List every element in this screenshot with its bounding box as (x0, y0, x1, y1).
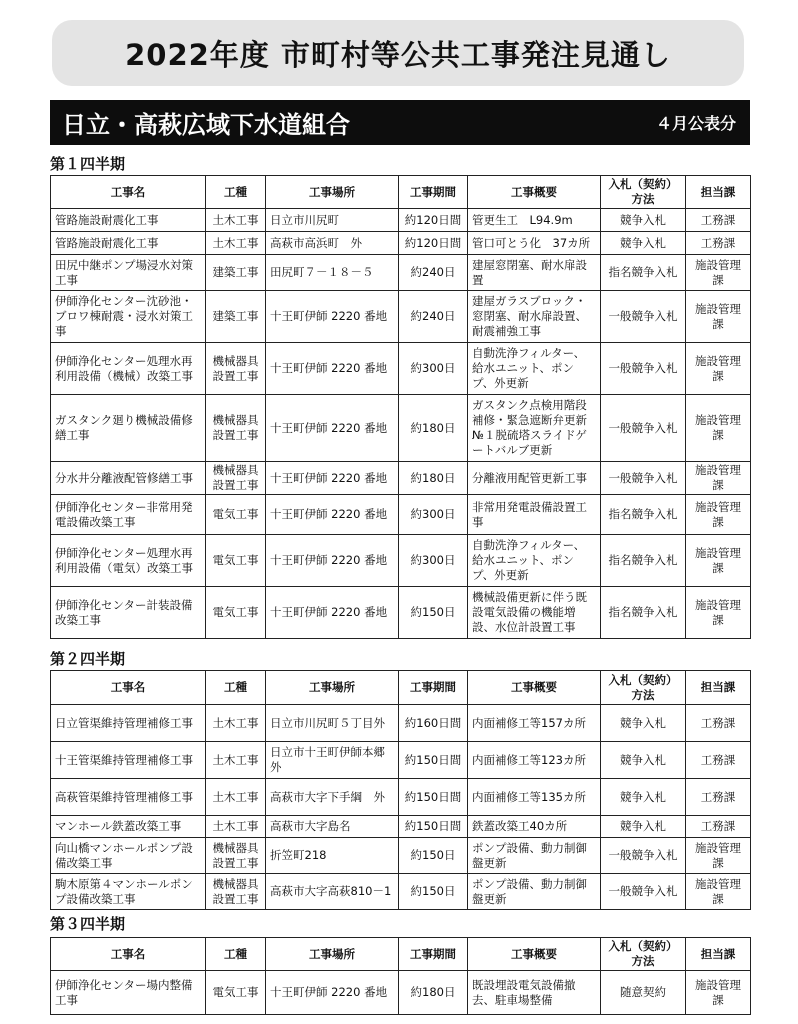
location-cell: 十王町伊師 2220 番地 (266, 587, 399, 639)
work-name-cell: ガスタンク廻り機械設備修繕工事 (51, 395, 206, 462)
department-cell: 施設管理課 (686, 255, 751, 291)
table-row (51, 779, 751, 816)
bid-method-cell: 一般競争入札 (601, 343, 686, 395)
location-cell: 十王町伊師 2220 番地 (266, 395, 399, 462)
bid-method-cell: 一般競争入札 (601, 874, 686, 910)
table-row (51, 742, 751, 779)
department-cell: 施設管理課 (686, 343, 751, 395)
location-cell: 折笠町218 (266, 838, 399, 874)
department-cell: 施設管理課 (686, 838, 751, 874)
work-name-cell: 高萩管渠維持管理補修工事 (51, 779, 206, 816)
work-name-cell: 十王管渠維持管理補修工事 (51, 742, 206, 779)
bid-method-cell: 一般競争入札 (601, 291, 686, 343)
summary-cell: 内面補修工等157カ所 (468, 705, 601, 742)
department-cell: 工務課 (686, 209, 751, 232)
column-header: 担当課 (686, 938, 751, 971)
location-cell: 十王町伊師 2220 番地 (266, 462, 399, 495)
table-row (51, 255, 751, 291)
column-header: 工事場所 (266, 176, 399, 209)
work-type-cell: 電気工事 (206, 971, 266, 1015)
column-header: 工事概要 (468, 671, 601, 705)
table-header-row (51, 176, 751, 209)
work-type-cell: 機械器具設置工事 (206, 838, 266, 874)
work-name-cell: 伊師浄化センター沈砂池・ブロワ棟耐震・浸水対策工事 (51, 291, 206, 343)
summary-cell: ポンプ設備、動力制御盤更新 (468, 838, 601, 874)
duration-cell: 約150日 (399, 874, 468, 910)
column-header: 工事概要 (468, 938, 601, 971)
bid-method-cell: 指名競争入札 (601, 255, 686, 291)
work-name-cell: 伊師浄化センター処理水再利用設備（電気）改築工事 (51, 535, 206, 587)
duration-cell: 約150日間 (399, 816, 468, 838)
table-row (51, 971, 751, 1015)
summary-cell: 既設埋設電気設備撤去、駐車場整備 (468, 971, 601, 1015)
table-row (51, 291, 751, 343)
table-row (51, 395, 751, 462)
work-type-cell: 機械器具設置工事 (206, 874, 266, 910)
summary-cell: 分離液用配管更新工事 (468, 462, 601, 495)
work-name-cell: 向山橋マンホールポンプ設備改築工事 (51, 838, 206, 874)
work-type-cell: 機械器具設置工事 (206, 462, 266, 495)
summary-cell: 自動洗浄フィルター、給水ユニット、ポンプ、外更新 (468, 343, 601, 395)
table-row (51, 535, 751, 587)
department-cell: 工務課 (686, 816, 751, 838)
department-cell: 施設管理課 (686, 495, 751, 535)
department-cell: 工務課 (686, 742, 751, 779)
department-cell: 工務課 (686, 232, 751, 255)
table-header-row (51, 938, 751, 971)
duration-cell: 約180日 (399, 462, 468, 495)
work-type-cell: 土木工事 (206, 779, 266, 816)
bid-method-cell: 競争入札 (601, 232, 686, 255)
duration-cell: 約300日 (399, 343, 468, 395)
department-cell: 工務課 (686, 779, 751, 816)
column-header: 工事概要 (468, 176, 601, 209)
department-cell: 施設管理課 (686, 395, 751, 462)
quarter-label: 第２四半期 (50, 650, 126, 668)
column-header: 工事名 (51, 938, 206, 971)
work-name-cell: 分水井分離液配管修繕工事 (51, 462, 206, 495)
organization-name: 日立・高萩広域下水道組合 (62, 111, 350, 139)
bid-method-cell: 競争入札 (601, 742, 686, 779)
work-name-cell: 伊師浄化センター場内整備工事 (51, 971, 206, 1015)
work-name-cell: 伊師浄化センター処理水再利用設備（機械）改築工事 (51, 343, 206, 395)
work-type-cell: 建築工事 (206, 291, 266, 343)
location-cell: 高萩市高浜町 外 (266, 232, 399, 255)
work-name-cell: 管路施設耐震化工事 (51, 209, 206, 232)
work-name-cell: 伊師浄化センター非常用発電設備改築工事 (51, 495, 206, 535)
column-header: 入札（契約） 方法 (601, 176, 686, 209)
table-row (51, 838, 751, 874)
bid-method-cell: 競争入札 (601, 209, 686, 232)
column-header: 工事期間 (399, 176, 468, 209)
summary-cell: ガスタンク点検用階段補修・緊急遮断弁更新№１脱硫塔スライドゲートバルブ更新 (468, 395, 601, 462)
location-cell: 十王町伊師 2220 番地 (266, 535, 399, 587)
bid-method-cell: 一般競争入札 (601, 838, 686, 874)
department-cell: 施設管理課 (686, 462, 751, 495)
table-row (51, 343, 751, 395)
column-header: 担当課 (686, 671, 751, 705)
bid-method-cell: 一般競争入札 (601, 462, 686, 495)
table-row (51, 705, 751, 742)
table-row (51, 874, 751, 910)
duration-cell: 約120日間 (399, 232, 468, 255)
column-header: 入札（契約） 方法 (601, 938, 686, 971)
table-row (51, 232, 751, 255)
work-name-cell: 管路施設耐震化工事 (51, 232, 206, 255)
work-type-cell: 土木工事 (206, 209, 266, 232)
duration-cell: 約300日 (399, 535, 468, 587)
column-header: 工種 (206, 671, 266, 705)
work-type-cell: 電気工事 (206, 495, 266, 535)
page-title: 2022年度 市町村等公共工事発注見通し (125, 37, 671, 72)
bid-method-cell: 一般競争入札 (601, 395, 686, 462)
page-title-box (52, 20, 744, 86)
table-row (51, 462, 751, 495)
quarter-label: 第１四半期 (50, 155, 126, 173)
work-type-cell: 機械器具設置工事 (206, 343, 266, 395)
work-type-cell: 建築工事 (206, 255, 266, 291)
duration-cell: 約240日 (399, 255, 468, 291)
location-cell: 高萩市大字下手綱 外 (266, 779, 399, 816)
summary-cell: 内面補修工等123カ所 (468, 742, 601, 779)
summary-cell: 鉄蓋改築工40カ所 (468, 816, 601, 838)
location-cell: 田尻町７－１８－５ (266, 255, 399, 291)
duration-cell: 約180日 (399, 971, 468, 1015)
summary-cell: 内面補修工等135カ所 (468, 779, 601, 816)
duration-cell: 約150日間 (399, 742, 468, 779)
column-header: 工事期間 (399, 938, 468, 971)
work-type-cell: 土木工事 (206, 705, 266, 742)
column-header: 工事名 (51, 176, 206, 209)
duration-cell: 約180日 (399, 395, 468, 462)
table-header-row (51, 671, 751, 705)
summary-cell: 機械設備更新に伴う既設電気設備の機能増設、水位計設置工事 (468, 587, 601, 639)
department-cell: 工務課 (686, 705, 751, 742)
location-cell: 高萩市大字高萩810－1 (266, 874, 399, 910)
location-cell: 日立市十王町伊師本郷外 (266, 742, 399, 779)
work-name-cell: 田尻中継ポンプ場浸水対策工事 (51, 255, 206, 291)
department-cell: 施設管理課 (686, 874, 751, 910)
bid-method-cell: 指名競争入札 (601, 495, 686, 535)
summary-cell: 非常用発電設備設置工事 (468, 495, 601, 535)
duration-cell: 約150日 (399, 838, 468, 874)
bid-method-cell: 指名競争入札 (601, 535, 686, 587)
summary-cell: 管口可とう化 37カ所 (468, 232, 601, 255)
bid-method-cell: 競争入札 (601, 705, 686, 742)
duration-cell: 約150日間 (399, 779, 468, 816)
schedule-table (50, 670, 751, 910)
work-name-cell: 伊師浄化センター計装設備改築工事 (51, 587, 206, 639)
duration-cell: 約150日 (399, 587, 468, 639)
summary-cell: 建屋窓閉塞、耐水扉設置 (468, 255, 601, 291)
column-header: 工事場所 (266, 671, 399, 705)
quarter-label: 第３四半期 (50, 915, 126, 933)
duration-cell: 約300日 (399, 495, 468, 535)
column-header: 工種 (206, 176, 266, 209)
work-type-cell: 土木工事 (206, 232, 266, 255)
department-cell: 施設管理課 (686, 291, 751, 343)
column-header: 担当課 (686, 176, 751, 209)
column-header: 入札（契約） 方法 (601, 671, 686, 705)
bid-method-cell: 競争入札 (601, 779, 686, 816)
summary-cell: 建屋ガラスブロック・窓閉塞、耐水扉設置、耐震補強工事 (468, 291, 601, 343)
department-cell: 施設管理課 (686, 587, 751, 639)
column-header: 工種 (206, 938, 266, 971)
bid-method-cell: 随意契約 (601, 971, 686, 1015)
work-type-cell: 電気工事 (206, 535, 266, 587)
location-cell: 日立市川尻町 (266, 209, 399, 232)
department-cell: 施設管理課 (686, 535, 751, 587)
schedule-table (50, 937, 751, 1015)
location-cell: 十王町伊師 2220 番地 (266, 291, 399, 343)
table-row (51, 209, 751, 232)
work-type-cell: 土木工事 (206, 816, 266, 838)
summary-cell: 自動洗浄フィルター、給水ユニット、ポンプ、外更新 (468, 535, 601, 587)
duration-cell: 約160日間 (399, 705, 468, 742)
duration-cell: 約120日間 (399, 209, 468, 232)
location-cell: 十王町伊師 2220 番地 (266, 343, 399, 395)
bid-method-cell: 競争入札 (601, 816, 686, 838)
work-type-cell: 土木工事 (206, 742, 266, 779)
schedule-table (50, 175, 751, 639)
work-name-cell: 日立管渠維持管理補修工事 (51, 705, 206, 742)
location-cell: 十王町伊師 2220 番地 (266, 495, 399, 535)
table-row (51, 816, 751, 838)
location-cell: 日立市川尻町５丁目外 (266, 705, 399, 742)
department-cell: 施設管理課 (686, 971, 751, 1015)
location-cell: 十王町伊師 2220 番地 (266, 971, 399, 1015)
column-header: 工事名 (51, 671, 206, 705)
location-cell: 高萩市大字島名 (266, 816, 399, 838)
summary-cell: ポンプ設備、動力制御盤更新 (468, 874, 601, 910)
column-header: 工事場所 (266, 938, 399, 971)
work-name-cell: マンホール鉄蓋改築工事 (51, 816, 206, 838)
column-header: 工事期間 (399, 671, 468, 705)
work-type-cell: 機械器具設置工事 (206, 395, 266, 462)
duration-cell: 約240日 (399, 291, 468, 343)
publication-note: ４月公表分 (655, 114, 736, 133)
work-type-cell: 電気工事 (206, 587, 266, 639)
work-name-cell: 駒木原第４マンホールポンプ設備改築工事 (51, 874, 206, 910)
summary-cell: 管更生工 L94.9m (468, 209, 601, 232)
table-row (51, 495, 751, 535)
table-row (51, 587, 751, 639)
bid-method-cell: 指名競争入札 (601, 587, 686, 639)
organization-band (50, 100, 750, 145)
